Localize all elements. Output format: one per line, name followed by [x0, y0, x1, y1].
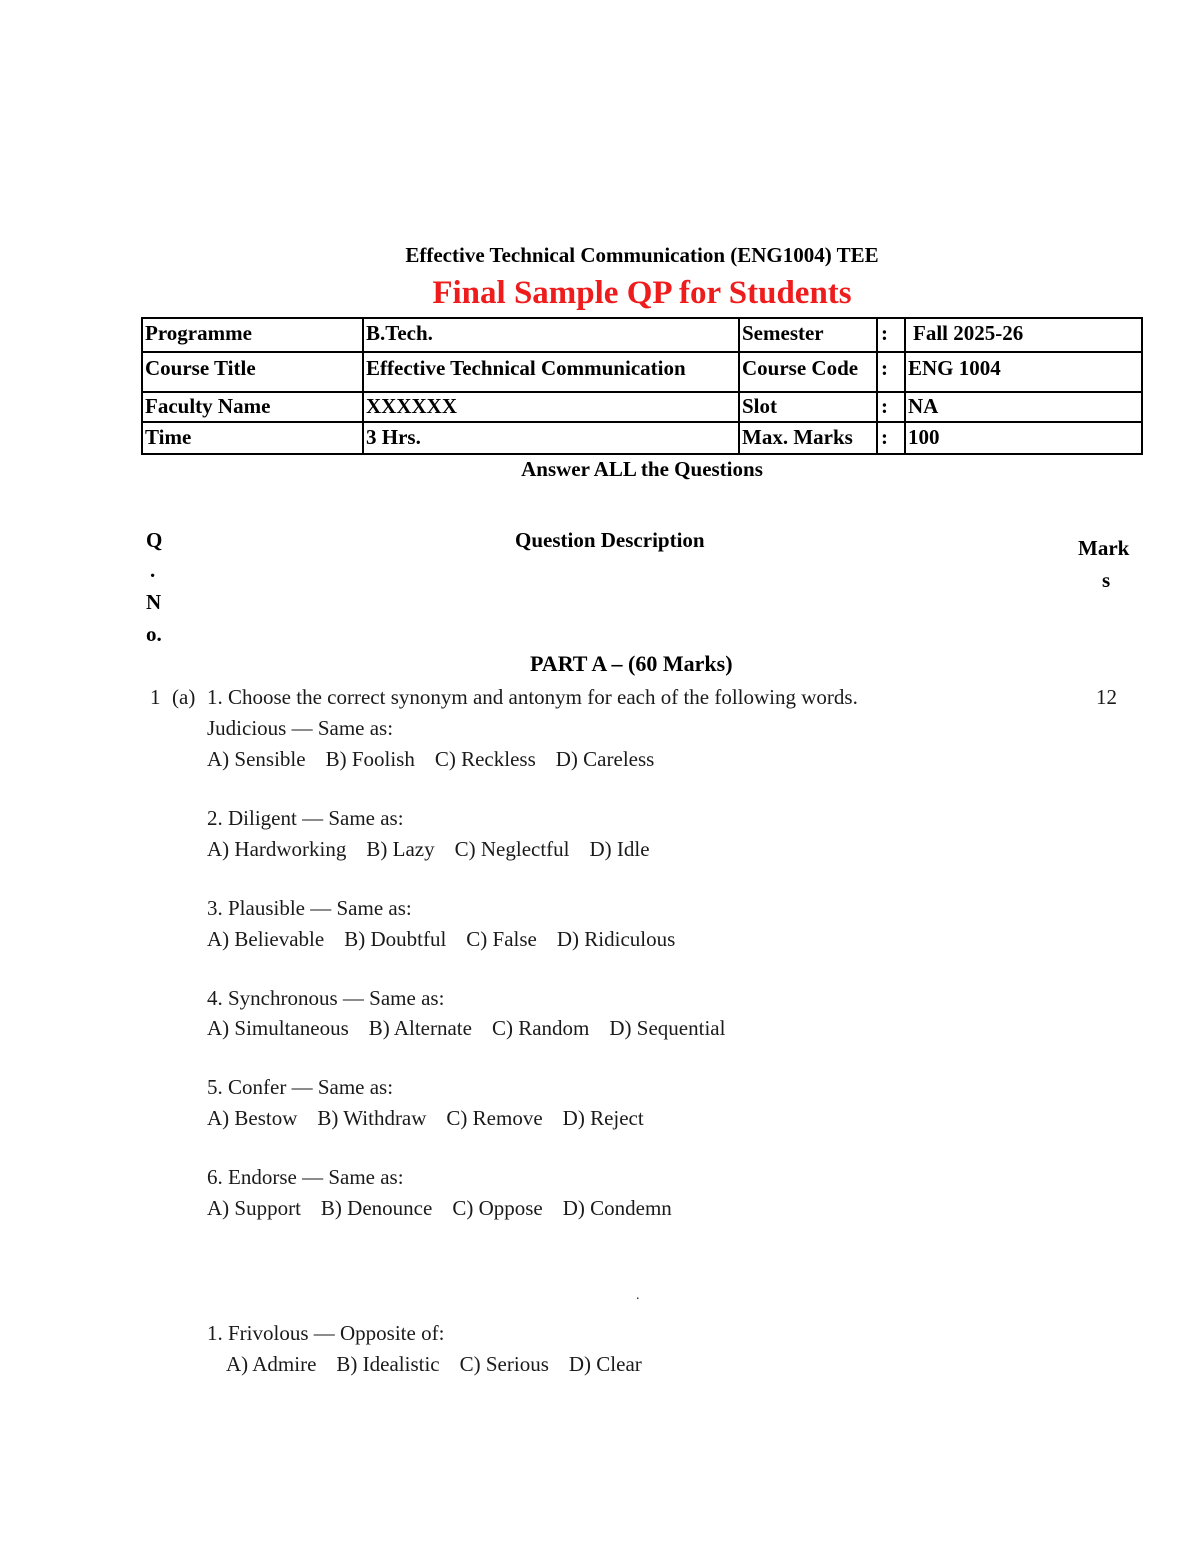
- option-list: [207, 1106, 664, 1131]
- option: C) Remove: [446, 1106, 543, 1130]
- part-a-heading: PART A – (60 Marks): [530, 651, 733, 676]
- option: D) Condemn: [562, 1196, 672, 1220]
- semester-separator: :: [881, 321, 888, 345]
- question-marks: 12: [1096, 685, 1117, 709]
- option-list: [207, 1016, 745, 1041]
- option-list: [207, 927, 695, 952]
- word-prompt: 2. Diligent — Same as:: [207, 806, 404, 830]
- option: B) Withdraw: [317, 1106, 427, 1130]
- semester-value: Fall 2025-26: [913, 321, 1024, 345]
- course-title-value: Effective Technical Communication: [366, 356, 686, 380]
- max-marks-separator: :: [881, 425, 888, 449]
- faculty-name-label: Faculty Name: [145, 394, 271, 418]
- word-prompt: 1. Frivolous — Opposite of:: [207, 1321, 445, 1345]
- qno-header-char: .: [150, 558, 156, 582]
- document-subtitle: Final Sample QP for Students: [432, 275, 852, 311]
- option: B) Denounce: [320, 1196, 433, 1220]
- option: B) Idealistic: [336, 1352, 440, 1376]
- max-marks-label: Max. Marks: [742, 425, 853, 449]
- course-info-table: [141, 317, 1143, 455]
- option: C) Serious: [459, 1352, 549, 1376]
- option: C) Reckless: [434, 747, 536, 771]
- course-code-label: Course Code: [742, 356, 859, 380]
- question-number: 1: [150, 685, 161, 709]
- option: D) Careless: [555, 747, 655, 771]
- qno-header-char: o.: [146, 622, 162, 646]
- word-prompt: 3. Plausible — Same as:: [207, 896, 412, 920]
- stray-dot: .: [636, 1288, 640, 1303]
- course-title-label: Course Title: [145, 356, 256, 380]
- option: A) Support: [207, 1196, 301, 1220]
- time-label: Time: [145, 425, 192, 449]
- word-prompt: 6. Endorse — Same as:: [207, 1165, 404, 1189]
- option: A) Admire: [226, 1352, 317, 1376]
- instruction-text: Answer ALL the Questions: [521, 457, 763, 481]
- option: A) Simultaneous: [207, 1016, 349, 1040]
- max-marks-value: 100: [908, 425, 940, 449]
- option: D) Clear: [568, 1352, 642, 1376]
- semester-label: Semester: [742, 321, 824, 345]
- question-subpart: (a): [172, 685, 196, 709]
- option: A) Sensible: [207, 747, 306, 771]
- option-list: [207, 1196, 692, 1221]
- option: A) Believable: [207, 927, 325, 951]
- option: B) Doubtful: [344, 927, 447, 951]
- option: A) Bestow: [207, 1106, 298, 1130]
- qno-header-char: N: [146, 590, 162, 614]
- faculty-name-value: XXXXXX: [366, 394, 457, 418]
- qno-header-char: Q: [146, 528, 163, 552]
- option: C) False: [466, 927, 537, 951]
- programme-value: B.Tech.: [366, 321, 433, 345]
- option: C) Neglectful: [454, 837, 570, 861]
- option: C) Random: [491, 1016, 590, 1040]
- slot-label: Slot: [742, 394, 778, 418]
- option: D) Reject: [562, 1106, 644, 1130]
- option: B) Lazy: [366, 837, 435, 861]
- slot-value: NA: [908, 394, 939, 418]
- option-list: [207, 747, 674, 772]
- course-code-separator: :: [881, 356, 888, 380]
- time-value: 3 Hrs.: [366, 425, 421, 449]
- word-prompt: 4. Synchronous — Same as:: [207, 986, 445, 1010]
- option-list: [226, 1352, 662, 1377]
- marks-header: Mark: [1078, 536, 1130, 560]
- option: B) Alternate: [368, 1016, 472, 1040]
- option: D) Ridiculous: [556, 927, 676, 951]
- option: D) Sequential: [609, 1016, 726, 1040]
- question-description-header: Question Description: [515, 528, 705, 552]
- option: C) Oppose: [452, 1196, 543, 1220]
- document-title: Effective Technical Communication (ENG1004) TEE: [405, 243, 879, 267]
- question-intro: 1. Choose the correct synonym and antonym for each of the following words.: [207, 685, 858, 709]
- option: A) Hardworking: [207, 837, 347, 861]
- option: D) Idle: [589, 837, 650, 861]
- option-list: [207, 837, 670, 862]
- marks-header-continued: s: [1102, 568, 1111, 592]
- slot-separator: :: [881, 394, 888, 418]
- word-prompt: 5. Confer — Same as:: [207, 1075, 394, 1099]
- programme-label: Programme: [145, 321, 252, 345]
- course-code-value: ENG 1004: [908, 356, 1001, 380]
- word-prompt: Judicious — Same as:: [207, 716, 394, 740]
- option: B) Foolish: [325, 747, 415, 771]
